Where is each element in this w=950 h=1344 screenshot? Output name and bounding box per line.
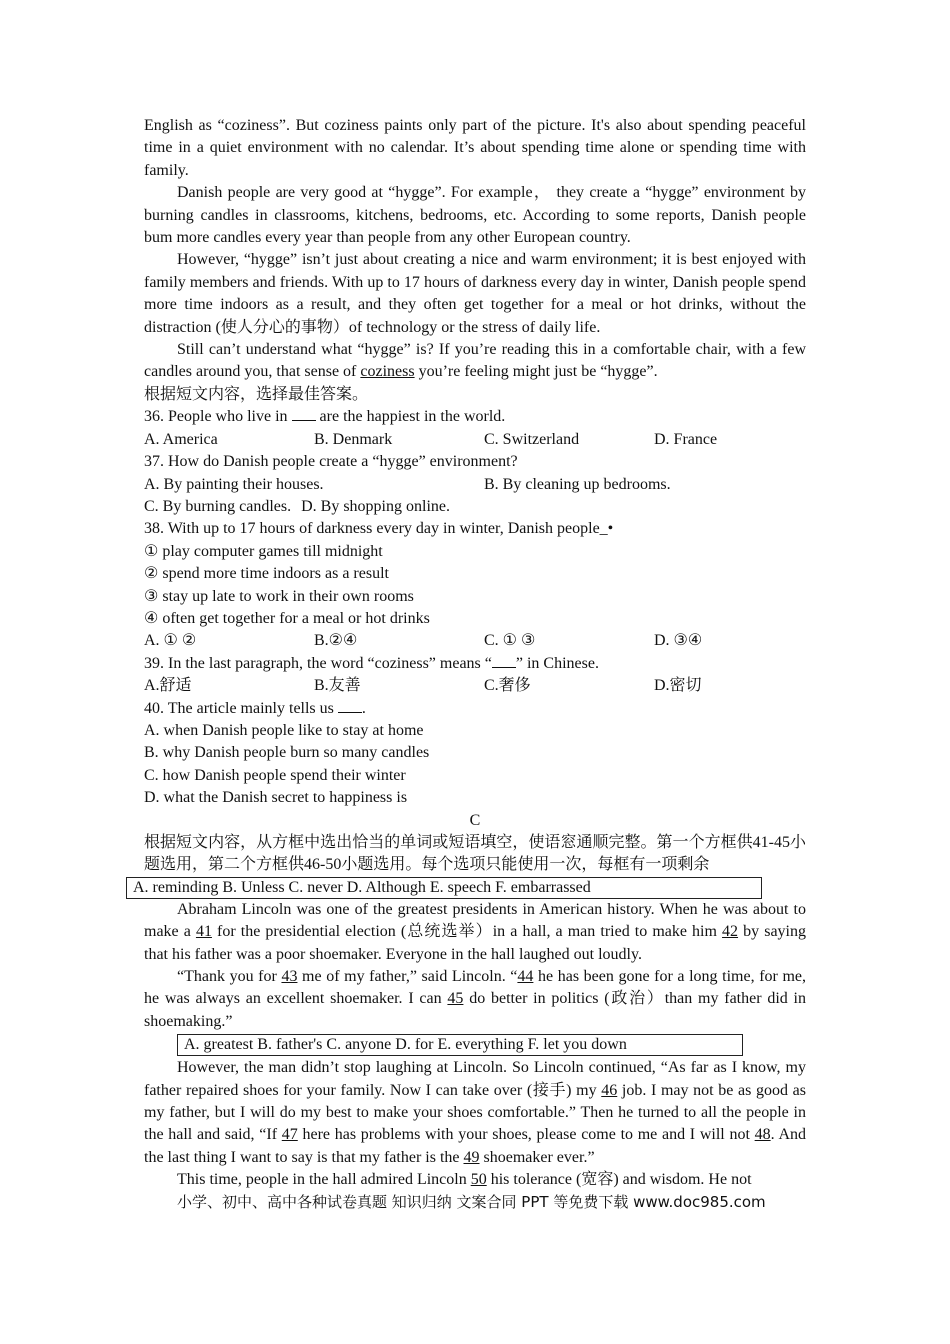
cloze-p2-text-1: “Thank you for <box>177 968 282 986</box>
q36-stem-part-a: 36. People who live in <box>144 408 292 426</box>
content-column <box>133 115 807 1192</box>
q39-option-b[interactable]: B.友善 <box>314 677 361 695</box>
word-box-1: A. reminding B. Unless C. never D. Although E. speech F. embarrassed <box>126 877 762 899</box>
cloze-p2-text-4: do better in politics (政治）than my father did in shoemaking.” <box>144 990 806 1030</box>
q40-stem-part-b: . <box>361 699 366 717</box>
blank-42[interactable]: 42 <box>722 923 739 941</box>
word-box-2: A. greatest B. father's C. anyone D. for E. everything F. let you down <box>177 1034 743 1056</box>
question-39-options <box>144 675 806 697</box>
cloze-p3-text-4: . And the last thing I want to say is that my father is the <box>144 1126 807 1166</box>
q39-stem-part-b: ” in Chinese. <box>515 654 599 672</box>
cloze-p2-text-3: he has been gone for a long time, for me, he was always an excellent shoemaker. I can <box>144 968 807 1008</box>
section-c-heading: C <box>469 811 481 829</box>
reading-paragraph-2: Danish people are very good at “hygge”. For example， they create a “hygge” environment by burning candles in classrooms, kitchens, bedrooms, etc. According to some reports, Danish people bum more candles every year than people from any other European country. <box>144 184 806 247</box>
blank-49[interactable]: 49 <box>463 1148 480 1166</box>
q38-option-b[interactable]: B.②④ <box>314 632 358 650</box>
q39-option-d[interactable]: D.密切 <box>654 677 702 695</box>
q38-option-c[interactable]: C. ① ③ <box>484 632 536 650</box>
q38-item-3: ③ stay up late to work in their own rooms <box>144 587 414 605</box>
q39-stem-part-a: 39. In the last paragraph, the word “coziness” means “ <box>144 654 492 672</box>
blank-47[interactable]: 47 <box>281 1126 298 1144</box>
page-footer: 小学、初中、高中各种试卷真题 知识归纳 文案合同 PPT 等免费下载 www.doc985.com <box>177 1193 766 1211</box>
reading-instruction: 根据短文内容，选择最佳答案。 <box>144 385 369 403</box>
q40-option-d[interactable]: D. what the Danish secret to happiness is <box>144 789 408 807</box>
q36-option-d[interactable]: D. France <box>654 430 718 448</box>
question-37-options-row-2 <box>144 496 806 518</box>
q40-blank <box>338 698 362 713</box>
cloze-p1-text-3: by saying that his father was a poor shoemaker. Everyone in the hall laughed out loudly. <box>144 923 806 963</box>
q36-stem-part-b: are the happiest in the world. <box>315 408 506 426</box>
question-36-stem <box>144 406 806 428</box>
blank-41[interactable]: 41 <box>195 923 212 941</box>
q37-option-b[interactable]: B. By cleaning up bedrooms. <box>484 475 671 493</box>
q39-blank <box>492 653 516 668</box>
cloze-p3-text-2: job. I may not be as good as my father, but I will do my best to make your shoes comfortable.” Then he turned to all the people in the hall and said, “If <box>144 1081 806 1144</box>
q36-option-a[interactable]: A. America <box>144 430 218 448</box>
section-c-instruction: 根据短文内容，从方框中选出恰当的单词或短语填空，使语窓通顺完整。第一个方框供41-45小题选用，第二个方框供46-50小题选用。每个选项只能使用一次，每框有一项剩余 <box>144 834 806 874</box>
blank-43[interactable]: 43 <box>281 968 298 986</box>
blank-50[interactable]: 50 <box>470 1171 487 1189</box>
question-37-stem: 37. How do Danish people create a “hygge” environment? <box>144 453 518 471</box>
cloze-p3-text-5: shoemaker ever.” <box>479 1148 595 1166</box>
cloze-p2-text-2: me of my father,” said Lincoln. “ <box>297 968 518 986</box>
question-38-stem: 38. With up to 17 hours of darkness every day in winter, Danish people_• <box>144 520 614 538</box>
cloze-p4-text-2: his tolerance (宽容) and wisdom. He not <box>486 1171 752 1189</box>
cloze-p4-text-1: This time, people in the hall admired Lincoln <box>177 1171 471 1189</box>
q39-option-c[interactable]: C.奢侈 <box>484 677 531 695</box>
q37-option-c[interactable]: C. By burning candles. <box>144 497 292 515</box>
cloze-paragraph-3 <box>144 1057 806 1169</box>
reading-paragraph-4 <box>144 339 806 384</box>
question-39-stem <box>144 653 806 675</box>
cloze-p3-text-1: However, the man didn’t stop laughing at Lincoln. So Lincoln continued, “As far as I know, my father repaired shoes for your family. Now I can take over (接手) my <box>144 1059 806 1099</box>
cloze-paragraph-2 <box>144 966 806 1033</box>
question-37-options-row-1 <box>144 474 806 496</box>
question-38-options <box>144 630 806 652</box>
question-40-stem <box>144 698 806 720</box>
cloze-p1-text-1: Abraham Lincoln was one of the greatest presidents in American history. When he was about to make a <box>144 900 806 941</box>
coziness-word: coziness <box>360 363 415 381</box>
question-36-options <box>144 429 806 451</box>
blank-46[interactable]: 46 <box>601 1081 618 1099</box>
q37-option-d[interactable]: D. By shopping online. <box>301 497 450 515</box>
p4-text-after: you’re feeling might just be “hygge”. <box>414 363 658 381</box>
blank-44[interactable]: 44 <box>517 968 534 986</box>
q38-item-4: ④ often get together for a meal or hot drinks <box>144 609 430 627</box>
q40-stem-part-a: 40. The article mainly tells us <box>144 699 338 717</box>
q40-option-c[interactable]: C. how Danish people spend their winter <box>144 766 406 784</box>
blank-48[interactable]: 48 <box>754 1126 771 1144</box>
reading-paragraph-3: However, “hygge” isn’t just about creating a nice and warm environment; it is best enjoyed with family members and friends. With up to 17 hours of darkness every day in winter, Danish people spend more time indoors as a result, and they often get together for a meal or hot drinks, without the distraction (使人分心的事物）of technology or the stress of daily life. <box>144 251 806 336</box>
q38-option-a[interactable]: A. ① ② <box>144 632 197 650</box>
p4-text-before: Still can’t understand what “hygge” is? If you’re reading this in a comfortable chair, with a few candles around you, that sense of <box>144 341 806 381</box>
q36-option-c[interactable]: C. Switzerland <box>484 430 580 448</box>
cloze-paragraph-1 <box>144 899 806 966</box>
q38-item-1: ① play computer games till midnight <box>144 542 383 560</box>
q36-blank <box>292 406 316 421</box>
q40-option-a[interactable]: A. when Danish people like to stay at home <box>144 721 424 739</box>
cloze-p1-text-2: for the presidential election (总统选举）in a hall, a man tried to make him <box>211 923 723 941</box>
reading-paragraph-1: English as “coziness”. But coziness paints only part of the picture. It's also about spending peaceful time in a quiet environment with no calendar. It’s about spending time alone or spending time with family. <box>144 117 806 179</box>
q38-item-2: ② spend more time indoors as a result <box>144 565 389 583</box>
cloze-p3-text-3: here has problems with your shoes, please come to me and I will not <box>297 1126 755 1144</box>
blank-45[interactable]: 45 <box>447 990 464 1008</box>
q36-option-b[interactable]: B. Denmark <box>314 430 393 448</box>
cloze-paragraph-4 <box>144 1169 806 1191</box>
q39-option-a[interactable]: A.舒适 <box>144 677 192 695</box>
q37-option-a[interactable]: A. By painting their houses. <box>144 475 324 493</box>
q38-option-d[interactable]: D. ③④ <box>654 632 703 650</box>
q40-option-b[interactable]: B. why Danish people burn so many candles <box>144 744 430 762</box>
